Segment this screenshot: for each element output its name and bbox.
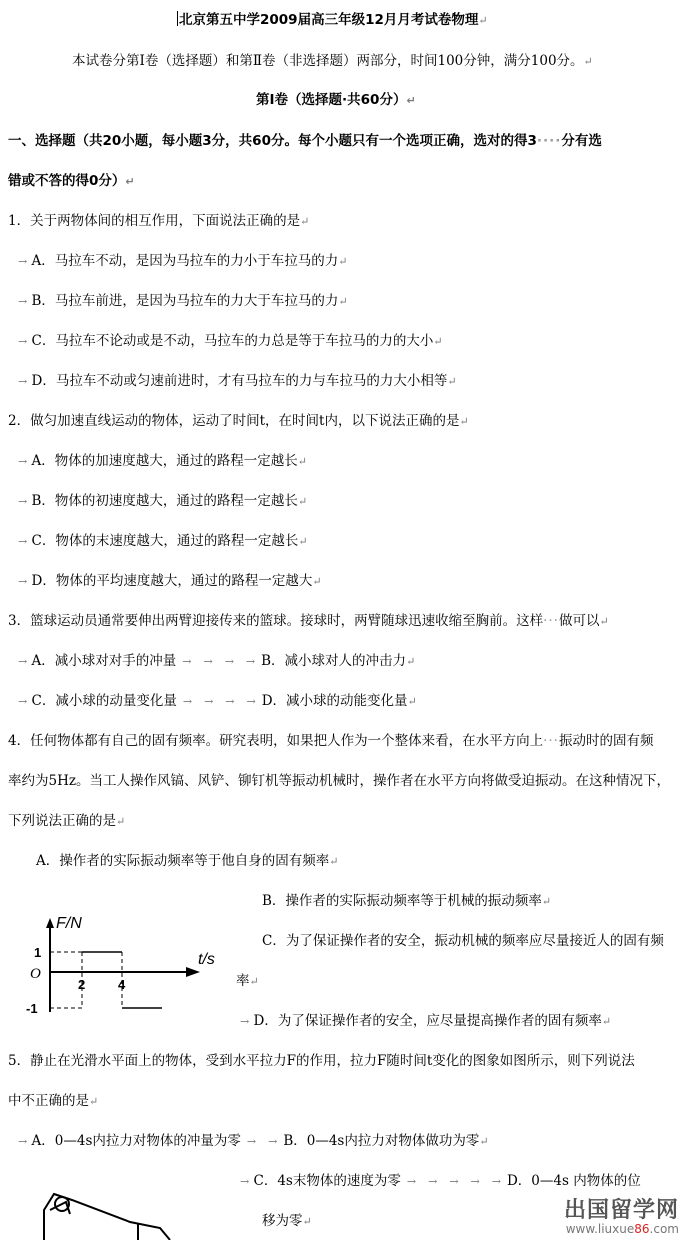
tick-y-1: 1	[34, 945, 42, 960]
q4-option-c: C．为了保证操作者的安全，振动机械的频率应尽量接近人的固有频	[262, 933, 664, 949]
q1-option-d: → D．马拉车不动或匀速前进时，才有马拉车的力与车拉马的力大小相等↵	[18, 373, 457, 389]
x-axis-label: t/s	[198, 951, 215, 968]
q2-option-a: → A．物体的加速度越大，通过的路程一定越长↵	[18, 453, 307, 469]
y-axis-arrow	[46, 918, 54, 928]
q1-stem: 1．关于两物体间的相互作用，下面说法正确的是↵	[8, 213, 310, 229]
q5-stem-line1: 5．静止在光滑水平面上的物体，受到水平拉力F的作用，拉力F随时间t变化的图象如图所示，则下列说法	[8, 1053, 635, 1069]
watermark-url: www.liuxue86.com	[565, 1222, 679, 1236]
q4-option-d: → D．为了保证操作者的安全，应尽量提高操作者的固有频率↵	[240, 1013, 612, 1029]
q4-option-b: B．操作者的实际振动频率等于机械的振动频率↵	[262, 893, 552, 909]
q5-stem-line2: 中不正确的是↵	[8, 1093, 99, 1109]
tick-x-2: 2	[78, 977, 86, 992]
q4-stem-line2: 率约为5Hz。当工人操作风镐、风铲、铆钉机等振动机械时，操作者在水平方向将做受迫振动。在这种情况下，	[8, 773, 670, 789]
part1-heading: 第Ⅰ卷（选择题·共60分）↵	[256, 92, 416, 108]
intro-text: 本试卷分第Ⅰ卷（选择题）和第Ⅱ卷（非选择题）两部分，时间100分钟，满分100分。↵	[72, 53, 593, 69]
q2-option-c: → C．物体的末速度越大，通过的路程一定越长↵	[18, 533, 308, 549]
q2-option-d: → D．物体的平均速度越大，通过的路程一定越大↵	[18, 573, 322, 589]
text-cursor	[177, 11, 178, 26]
origin-label: O	[30, 966, 41, 982]
q4-option-a: A．操作者的实际振动频率等于他自身的固有频率↵	[36, 853, 339, 869]
figure-frame	[44, 1194, 170, 1240]
section1-heading-cont: 错或不答的得0分）↵	[8, 173, 135, 189]
watermark	[564, 1193, 679, 1236]
tick-y-neg1: -1	[26, 1001, 38, 1016]
q4-option-c-cont: 率↵	[236, 973, 259, 989]
q1-option-a: → A．马拉车不动，是因为马拉车的力小于车拉马的力↵	[18, 253, 348, 269]
watermark-title: 出国留学网	[563, 1198, 679, 1223]
q4-stem-line3: 下列说法正确的是↵	[8, 813, 126, 829]
q1-option-b: → B．马拉车前进，是因为马拉车的力大于车拉马的力↵	[18, 293, 348, 309]
q2-option-b: → B．物体的初速度越大，通过的路程一定越长↵	[18, 493, 308, 509]
document-title: 北京第五中学2009届高三年级12月月考试卷物理↵	[179, 12, 488, 28]
q3-stem: 3．篮球运动员通常要伸出两臂迎接传来的篮球。接球时，两臂随球迅速收缩至胸前。这样···做可以↵	[8, 613, 609, 629]
q2-stem: 2．做匀加速直线运动的物体，运动了时间t，在时间t内，以下说法正确的是↵	[8, 413, 469, 429]
tick-x-4: 4	[118, 977, 126, 992]
section1-heading: 一、选择题（共20小题，每小题3分，共60分。每个小题只有一个选项正确，选对的得3····分有选	[8, 133, 602, 149]
q5-options-cd: → C．4s末物体的速度为零 → → → → → D．0—4s 内物体的位	[240, 1173, 641, 1189]
x-axis-arrow	[186, 967, 200, 977]
mechanism-figure	[10, 1180, 180, 1240]
force-time-graph	[20, 912, 230, 1022]
q3-options-cd: → C．减小球的动量变化量 → → → → D．减小球的动能变化量↵	[18, 693, 417, 709]
q1-option-c: → C．马拉车不论动或是不动，马拉车的力总是等于车拉马的力的大小↵	[18, 333, 443, 349]
y-axis-label: F/N	[56, 915, 82, 932]
q5-options-ab: → A．0—4s内拉力对物体的冲量为零 → → B．0—4s内拉力对物体做功为零↵	[18, 1133, 489, 1149]
q3-options-ab: → A．减小球对对手的冲量 → → → → B．减小球对人的冲击力↵	[18, 653, 416, 669]
q4-stem-line1: 4．任何物体都有自己的固有频率。研究表明，如果把人作为一个整体来看，在水平方向上···振动时的固有频	[8, 733, 654, 749]
q5-option-d-cont: 移为零↵	[262, 1213, 312, 1229]
